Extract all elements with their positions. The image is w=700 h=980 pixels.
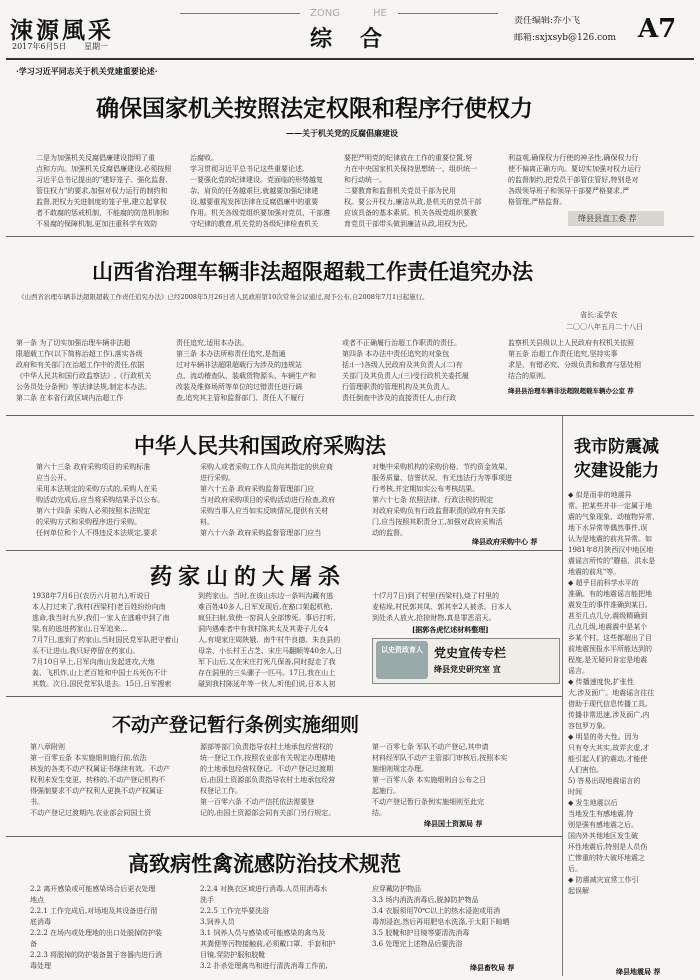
text-line: 材料经军队不动产主管部门审核后,按照本实 bbox=[372, 754, 508, 762]
text-line: 应穿戴防护物品 bbox=[372, 885, 421, 893]
text-line: 第一百零八条 本实施细则自公布之日 bbox=[372, 776, 487, 784]
text-line: 亡惨重的特大破坏地震之 bbox=[568, 854, 645, 862]
article3-headline: 中华人民共和国政府采购法 bbox=[134, 433, 386, 458]
article5-col2 bbox=[200, 742, 364, 819]
article6-source: 绛县畜牧局 荐 bbox=[470, 963, 515, 972]
text-line: 改装及维修场所等单位的过错责任进行调 bbox=[176, 383, 302, 391]
text-line: 利益观,确保权力行使的神圣性,确保权力行 bbox=[508, 154, 639, 162]
text-line: 采购人或者采购工作人员向其指定的供应商 bbox=[200, 463, 333, 471]
text-line: 使不偏离正确方向。要切实加强对权力运行 bbox=[508, 165, 641, 173]
text-line: 政府和有关部门在治超工作中的责任,依据 bbox=[16, 361, 145, 369]
article1-subheadline: ——关于机关党的反腐倡廉建设 bbox=[286, 128, 398, 138]
section-pinyin-zong: ZONG bbox=[310, 8, 340, 19]
text-line: 第六十五条 政府采购监督管理部门应 bbox=[200, 485, 315, 493]
text-line: 轰、飞机炸,山上老百姓和中国士兵死伤不计 bbox=[32, 669, 168, 677]
text-line: 地震的前兆"等。 bbox=[568, 568, 621, 576]
article2-col3 bbox=[342, 338, 500, 404]
text-line: 坏性地震后,特别是人员伤 bbox=[568, 843, 648, 851]
section-name: 综合 bbox=[310, 26, 411, 52]
text-line: 管住权力"的要求,加强对权力运行的制约和 bbox=[36, 187, 168, 195]
emblem-text: 以史资政育人 bbox=[381, 645, 423, 654]
text-line: 疯狂扫射,致使一窑洞人全部惨死。事后打听, bbox=[198, 614, 336, 622]
text-line: 对政府采购负有行政监督职责的政府有关部 bbox=[372, 507, 505, 515]
text-line: 7月7日,逃到了药家山,当时国民党军队把守着山 bbox=[32, 636, 179, 644]
text-line: 第三条 本办法所称责任追究,是指通 bbox=[176, 350, 286, 358]
text-line: 第六十七条 依照法律、行政法规的规定 bbox=[372, 496, 494, 504]
text-line: 结。 bbox=[372, 809, 386, 817]
article6-col1 bbox=[30, 884, 190, 972]
article1-kicker: ·学习习近平同志关于机关党建重要论述· bbox=[16, 66, 158, 76]
text-line: 目镜,穿防护服和胶靴 bbox=[200, 951, 266, 959]
text-line: 时间 bbox=[568, 788, 582, 796]
text-line: 2.2 离开感染或可能感染场合后更衣处理 bbox=[30, 885, 156, 893]
text-line: 其数。次日,国民党军队退去。15日,日军搜索 bbox=[32, 680, 172, 688]
text-line: 查,追究其主管和监督部门、责任人不履行 bbox=[176, 394, 305, 402]
text-line: 作用。机关各级党组织要加强对党员、干部遵 bbox=[190, 209, 330, 217]
text-line: 当对政府采购项目的采购活动进行检查,政府 bbox=[200, 496, 336, 504]
text-line: 本人打过来了,我村(西梁村)老百姓纷纷向南 bbox=[32, 603, 166, 611]
text-line: 一要强化党的纪律建设。党面临的形势越复 bbox=[190, 176, 323, 184]
text-line: 到处杀人放火,抢掠财物,真是罪恶滔天。 bbox=[372, 614, 496, 622]
text-line: 3.1 饲养人员与感染或可能感染的禽鸟及 bbox=[200, 929, 326, 937]
text-line: 3.饲养人员 bbox=[200, 918, 235, 926]
text-line: 应该具备的基本素质。机关各级党组织要教 bbox=[344, 209, 477, 217]
text-line: ◆ 防震减灾宣常工作引 bbox=[568, 876, 639, 884]
party-history-source: 绛县党史研究室 宣 bbox=[434, 664, 501, 674]
text-line: 传播非常迅速,涉及面广,内 bbox=[568, 711, 650, 719]
text-line: 育党员干部带头做到廉洁从政,用权为民, bbox=[344, 220, 468, 228]
text-line: 习近平总书记提出的"建好笼子、强化监督、 bbox=[36, 176, 173, 184]
article6-headline: 高致病性禽流感防治技术规范 bbox=[128, 851, 401, 876]
text-line: 大,涉及面广。地震谣言往往 bbox=[568, 689, 655, 697]
text-line: 权登记工作。 bbox=[200, 787, 242, 795]
text-line: 过对车辆非法超限超载行为涉及的违规站 bbox=[176, 361, 302, 369]
text-line: 借助于现代信息传播工具, bbox=[568, 700, 648, 708]
article3-col3 bbox=[372, 462, 560, 539]
text-line: 门,应当按照其职责分工,加强对政府采购活 bbox=[372, 518, 503, 526]
text-line: 3.4 衣服须用70℃以上的热水浸泡或用消 bbox=[372, 907, 501, 915]
text-line: 地点 bbox=[30, 896, 44, 904]
article2-signature: 省长:孟学农 bbox=[580, 311, 618, 319]
text-line: 几点几级,地震震中是某个 bbox=[568, 623, 648, 631]
text-line: 的监督制约,把党员干部管住管好,特别是对 bbox=[508, 176, 639, 184]
article3-col1 bbox=[36, 462, 196, 539]
article2-sign-date: 二〇〇八年五月二十八日 bbox=[566, 323, 643, 331]
text-line: 前地震预报水平所能达到的 bbox=[568, 645, 652, 653]
text-line: 料。 bbox=[200, 518, 214, 526]
text-line: 二要教育和监督机关党员干部为民用 bbox=[344, 187, 456, 195]
issue-weekday: 星期一 bbox=[84, 42, 108, 51]
text-line: 守纪律的教育,机关党的各级纪律检查机关 bbox=[190, 220, 319, 228]
article2-col4 bbox=[508, 338, 694, 382]
text-line: 行管理职责的管理机构及其负责人。 bbox=[342, 383, 454, 391]
text-line: 备 bbox=[30, 940, 37, 948]
text-line: 责任追究,适用本办法。 bbox=[176, 339, 249, 347]
text-line: 的采购方式和采购程序进行采购。 bbox=[36, 518, 141, 526]
text-line: 地下水异常等偶然事件,误 bbox=[568, 524, 648, 532]
article2-headline: 山西省治理车辆非法超限超载工作责任追究办法 bbox=[92, 259, 533, 284]
article4-headline: 药家山的大屠杀 bbox=[150, 564, 347, 590]
text-line: 二是为加强机关反腐倡廉建设指明了重 bbox=[36, 154, 155, 162]
text-line: 设,越要重视发挥法律在反腐倡廉中的重要 bbox=[190, 198, 319, 206]
text-line: 第四条 本办法中责任追究的对象包 bbox=[342, 350, 450, 358]
text-line: 2.2.2 在场内或处理地的出口处脱掉防护装 bbox=[30, 929, 163, 937]
text-line: 军下山后,又在宋庄打死几保善,同时捉走了我 bbox=[198, 658, 336, 666]
divider bbox=[6, 415, 694, 416]
text-line: 其粪便等污物接触前,必须戴口罩、手套和护 bbox=[200, 940, 336, 948]
article5-col3 bbox=[372, 742, 554, 819]
text-line: 第一条 为了切实加强治理车辆非法超 bbox=[16, 339, 131, 347]
text-line: 第五条 治超工作责任追究,坚持实事 bbox=[508, 350, 618, 358]
article6-col2 bbox=[200, 884, 366, 972]
text-line: 洞内遇难者中有我村陈其太及其妻子儿女4 bbox=[198, 625, 329, 633]
text-line: 7月10日早上,日军向南山发起进攻,大炮 bbox=[32, 658, 155, 666]
article3-source: 绛县政府采购中心 荐 bbox=[472, 537, 538, 546]
text-line: 梁,有的逃进药家山,日军追来... bbox=[32, 625, 128, 633]
text-line: 统一登记工作,按照农业部有关规定办理耕地 bbox=[200, 754, 336, 762]
text-line: 1938年7月6日(农历六月初九),听说日 bbox=[32, 592, 151, 600]
text-line: 核发的各类不动产权属证书继续有效。不动产 bbox=[30, 765, 170, 773]
text-line: 点、流动稽查队、装载货物源头、车辆生产和 bbox=[176, 372, 316, 380]
article2-intro: 《山西省治理车辆非法超限超载工作责任追究办法》已经2008年5月26日省人民政府第10次常务会议通过,现予公布,自2008年7月1日起施行。 bbox=[18, 293, 429, 301]
text-line: 采用本法规定的采购方式的,采购人在采 bbox=[36, 485, 158, 493]
text-line: 点和方向。加强机关反腐倡廉建设,必须按照 bbox=[36, 165, 172, 173]
article5-col1 bbox=[30, 742, 190, 819]
text-line: 3.3 场内消洗消毒后,脱掉防护物品 bbox=[372, 896, 479, 904]
text-line: ◆ 传播速度快,扩张性 bbox=[568, 678, 634, 686]
text-line: 震发生的事件准确到某日, bbox=[568, 601, 648, 609]
text-line: 对集中采购机构的采购价格、节约资金效果、 bbox=[372, 463, 512, 471]
article1-source: 绛县县直工委 荐 bbox=[578, 214, 637, 223]
page-number: A7 bbox=[638, 14, 677, 44]
text-line: 母亲、小长村王占芝、宋庄马翻顺等40余人,日 bbox=[198, 647, 343, 655]
text-line: 存在洞里的三头骡子一匹马。17日,我在山上 bbox=[198, 669, 336, 677]
text-line: 采购当事人应当如实反映情况,提供有关材 bbox=[200, 507, 329, 515]
text-line: 乡某个村。这些都超出了目 bbox=[568, 634, 652, 642]
text-line: 第八章附则 bbox=[30, 743, 65, 751]
text-line: 十(7月7日)到了村里(西梁村),烧了村里的 bbox=[372, 592, 500, 600]
text-line: 能引起人们的震动,才能使 bbox=[568, 755, 648, 763]
text-line: 2.2.5 工作完毕要洗浴 bbox=[200, 907, 270, 915]
text-line: 行考核,并定期如实公布考核结果。 bbox=[372, 485, 480, 493]
text-line: 5) 答易出现地震谣言的 bbox=[568, 777, 641, 785]
text-line: 难百姓40多人,日军发现后,在豁口架起机枪, bbox=[198, 603, 333, 611]
text-line: 第一百零六条 不动产信托依法需要登 bbox=[200, 798, 315, 806]
issue-date: 2017年6月5日 bbox=[12, 42, 67, 51]
text-line: 起误解 bbox=[568, 887, 589, 895]
email-label: 邮箱:sxjxsyb@126.com bbox=[514, 33, 617, 43]
article2-col1 bbox=[16, 338, 172, 404]
text-line: 人,有堤家庄周陕娥、南牛村牛良德、朱良县的 bbox=[198, 636, 341, 644]
text-line: 记的,由国土资源部会同有关部门另行规定。 bbox=[200, 809, 336, 817]
text-line: 底消毒 bbox=[30, 918, 51, 926]
section-pinyin-he: HE bbox=[373, 8, 387, 19]
text-line: 监督,把权力关进制度的笼子里,建立起掌权 bbox=[36, 198, 167, 206]
text-line: 学习贯彻习近平总书记这些重要论述, bbox=[190, 165, 305, 173]
divider bbox=[6, 836, 562, 837]
article4-col3 bbox=[372, 591, 552, 635]
text-line: 杂、肩负的任务越艰巨,就越要加强纪律建 bbox=[190, 187, 319, 195]
text-line: 或者不正确履行治超工作职责的责任。 bbox=[342, 339, 461, 347]
text-line: 别是强有感地震之后。 bbox=[568, 821, 638, 829]
text-line: 购活动完成后,应当将采购结果予以公布。 bbox=[36, 496, 165, 504]
editor-label: 责任编辑:乔小飞 bbox=[514, 16, 581, 26]
article2-source: 绛县县治理车辆非法超限超载车辆办公室 荐 bbox=[508, 387, 634, 395]
text-line: 后。 bbox=[568, 865, 582, 873]
text-line: 甚至几点几分,震级精确到 bbox=[568, 612, 648, 620]
text-line: 逃命,我当时九岁,我们一家人在逃难中到了南 bbox=[32, 614, 170, 622]
text-line: 准确。有的地震谣言能把地 bbox=[568, 590, 652, 598]
text-line: 第一百零七条 军队不动产登记,其申请 bbox=[372, 743, 489, 751]
text-line: 毒处理 bbox=[30, 962, 51, 970]
text-line: 震谣言所传的"蘑菇、洪水是 bbox=[568, 557, 656, 565]
text-line: 书。 bbox=[30, 798, 44, 806]
sidebar-headline-line2: 灾建设能力 bbox=[574, 461, 659, 481]
text-line: 不动产登记暂行条例实施细则至此完 bbox=[372, 798, 484, 806]
article4-col2 bbox=[198, 591, 362, 690]
text-line: 第六十三条 政府采购项目的采购标准 bbox=[36, 463, 151, 471]
text-line: 括:(一)各级人民政府及其负责人;(二)有 bbox=[342, 361, 463, 369]
article6-col3 bbox=[372, 884, 558, 950]
text-line: 第一百零五条 本实施细则施行前,依法 bbox=[30, 754, 147, 762]
text-line: 起施行。 bbox=[372, 787, 400, 795]
text-line: 关部门及其负责人;(三)受行政机关委托履 bbox=[342, 372, 469, 380]
text-line: 限超载工作(以下简称治超工作),落实各级 bbox=[16, 350, 143, 358]
masthead-bottom-rule bbox=[6, 58, 694, 60]
text-line: 治腐败。 bbox=[190, 154, 218, 162]
text-line: 碰到我村陈延年等一伙人,听他们说,日本人初 bbox=[198, 680, 336, 688]
article3-col2 bbox=[200, 462, 362, 539]
sidebar-headline-line1: 我市防震减 bbox=[574, 437, 659, 457]
article1-col1 bbox=[36, 153, 186, 230]
text-line: 各级领导班子和领导干部要严格要求,严 bbox=[508, 187, 630, 195]
text-line: 洗手 bbox=[200, 896, 214, 904]
article5-headline: 不动产登记暂行条例实施细则 bbox=[112, 714, 360, 736]
paper-name: 涑源風采 bbox=[10, 17, 114, 44]
text-line: 应当公开。 bbox=[36, 474, 71, 482]
text-line: 毒剂浸泡,然后再用肥皂水洗涤,于太阳下晾晒 bbox=[372, 918, 510, 926]
text-line: 当地发生有感地震,特 bbox=[568, 810, 634, 818]
divider bbox=[6, 550, 562, 551]
text-line: 国内外其他地区发生破 bbox=[568, 832, 638, 840]
text-line: 常。把某些并非一定属于地 bbox=[568, 502, 652, 510]
text-line: 监察机关县级以上人民政府有权机关依照 bbox=[508, 339, 634, 347]
text-line: 3.5 胶靴和护目镜等要清洗消毒 bbox=[372, 929, 470, 937]
text-line: 者不敢腐的惩戒机制、不能腐的防范机制和 bbox=[36, 209, 169, 217]
article2-col2 bbox=[176, 338, 332, 404]
text-line: 2.2.4 对换衣区域进行消毒,人员用消毒水 bbox=[200, 885, 328, 893]
text-line: 《中华人民共和国行政监察法》,《行政机关 bbox=[16, 372, 152, 380]
text-line: 后,由国土资源部负责指导农村土地承包经营 bbox=[200, 776, 336, 784]
text-line: 权。要公开权力,廉洁从政,是机关的党员干部 bbox=[344, 198, 482, 206]
text-line: 源部等部门负责指导农村土地承包经营权的 bbox=[200, 743, 333, 751]
text-line: 第六十六条 政府采购监督管理部门应当 bbox=[200, 529, 322, 537]
text-line: 公务员处分条例》等法律法规,制定本办法。 bbox=[16, 383, 152, 391]
article1-col3 bbox=[344, 153, 496, 230]
article4-attribution: [据郭各虎忆述材料整理] bbox=[412, 625, 489, 634]
text-line: ◆ 超乎目前科学水平的 bbox=[568, 579, 639, 587]
article1-col4 bbox=[508, 153, 668, 208]
text-line: 进行采购。 bbox=[200, 474, 235, 482]
text-line: 到药家山。当时,在该山东边一条叫沟藏有逃 bbox=[198, 592, 334, 600]
text-line: 格管理,严格监督。 bbox=[508, 198, 567, 206]
text-line: 程度,是无疑问肯定是地震 bbox=[568, 656, 648, 664]
text-line: 得强制要求不动产权利人更换不动产权属证 bbox=[30, 787, 163, 795]
text-line: 震的气象现象、动植物异常、 bbox=[568, 513, 659, 521]
text-line: 责任倒查中涉及的直接责任人,由行政 bbox=[342, 394, 457, 402]
party-history-banner: 党史宣传专栏 bbox=[434, 646, 507, 660]
sidebar-rule bbox=[562, 416, 563, 976]
text-line: 人们害怕。 bbox=[568, 766, 603, 774]
text-line: 3.6 处理完上述物品后要洗浴 bbox=[372, 940, 463, 948]
text-line: 任何单位和个人不得违反本法规定,要求 bbox=[36, 529, 158, 537]
masthead-rule-right bbox=[398, 13, 498, 14]
text-line: 容包罗万象。 bbox=[568, 722, 610, 730]
text-line: 的土地承包经营权登记。不动产登记过渡期 bbox=[200, 765, 333, 773]
text-line: 认为是地震的前兆异常。如 bbox=[568, 535, 652, 543]
text-line: 1981年8月陕西汉中地区地 bbox=[568, 546, 654, 554]
text-line: 施细则规定办理。 bbox=[372, 765, 428, 773]
text-line: 谣言。 bbox=[568, 667, 589, 675]
text-line: 服务质量、信誉状况、有无违法行为等事项进 bbox=[372, 474, 512, 482]
text-line: ◆ 似是而非的地震异 bbox=[568, 491, 632, 499]
article1-col2 bbox=[190, 153, 340, 230]
text-line: 麦秸垛,村民郭其凤、郭其幸2人被杀。日本人 bbox=[372, 603, 512, 611]
sidebar-source: 绛县地震局 荐 bbox=[616, 967, 661, 976]
text-line: 不易腐的保障机制,更加注重科学有效防 bbox=[36, 220, 158, 228]
text-line: 求是、有错必究、分级负责和教育与惩处相 bbox=[508, 361, 641, 369]
text-line: 2.2.1 工作完成后,对场地及其设备进行彻 bbox=[30, 907, 158, 915]
text-line: 权利未发生变更、转移的,不动产登记机构不 bbox=[30, 776, 166, 784]
article5-source: 绛县国土资源局 荐 bbox=[424, 819, 483, 828]
text-line: 头不让进山,我只好停留在药家山。 bbox=[32, 647, 140, 655]
text-line: 和行动统一。 bbox=[344, 176, 386, 184]
article1-headline: 确保国家机关按照法定权限和程序行使权力 bbox=[96, 95, 533, 122]
text-line: ◆ 明显的务大性。因为 bbox=[568, 733, 639, 741]
text-line: 第二条 在本省行政区域内治超工作 bbox=[16, 394, 124, 402]
divider bbox=[6, 696, 562, 697]
article4-col1 bbox=[32, 591, 192, 690]
text-line: 要把严明党的纪律放在工作的重要位置,努 bbox=[344, 154, 473, 162]
text-line: 不动产登记过渡期内,农业部会同国土资 bbox=[30, 809, 152, 817]
sidebar-body bbox=[568, 490, 694, 897]
divider bbox=[6, 236, 694, 237]
masthead-rule-left bbox=[180, 13, 300, 14]
text-line: 第六十四条 采购人必须按照本法规定 bbox=[36, 507, 151, 515]
text-line: 力在中央国家机关保持思想统一、组织统一 bbox=[344, 165, 477, 173]
text-line: 结合的原则。 bbox=[508, 372, 550, 380]
text-line: 3.2 扑杀处理禽鸟和进行清洗消毒工作前, bbox=[200, 962, 328, 970]
text-line: 动的监督。 bbox=[372, 529, 407, 537]
text-line: 只有夸大其实,故弄玄虚,才 bbox=[568, 744, 650, 752]
text-line: ◆ 发生地震以后 bbox=[568, 799, 618, 807]
text-line: 2.2.3 将脱掉的防护装备置于容器内进行消 bbox=[30, 951, 163, 959]
